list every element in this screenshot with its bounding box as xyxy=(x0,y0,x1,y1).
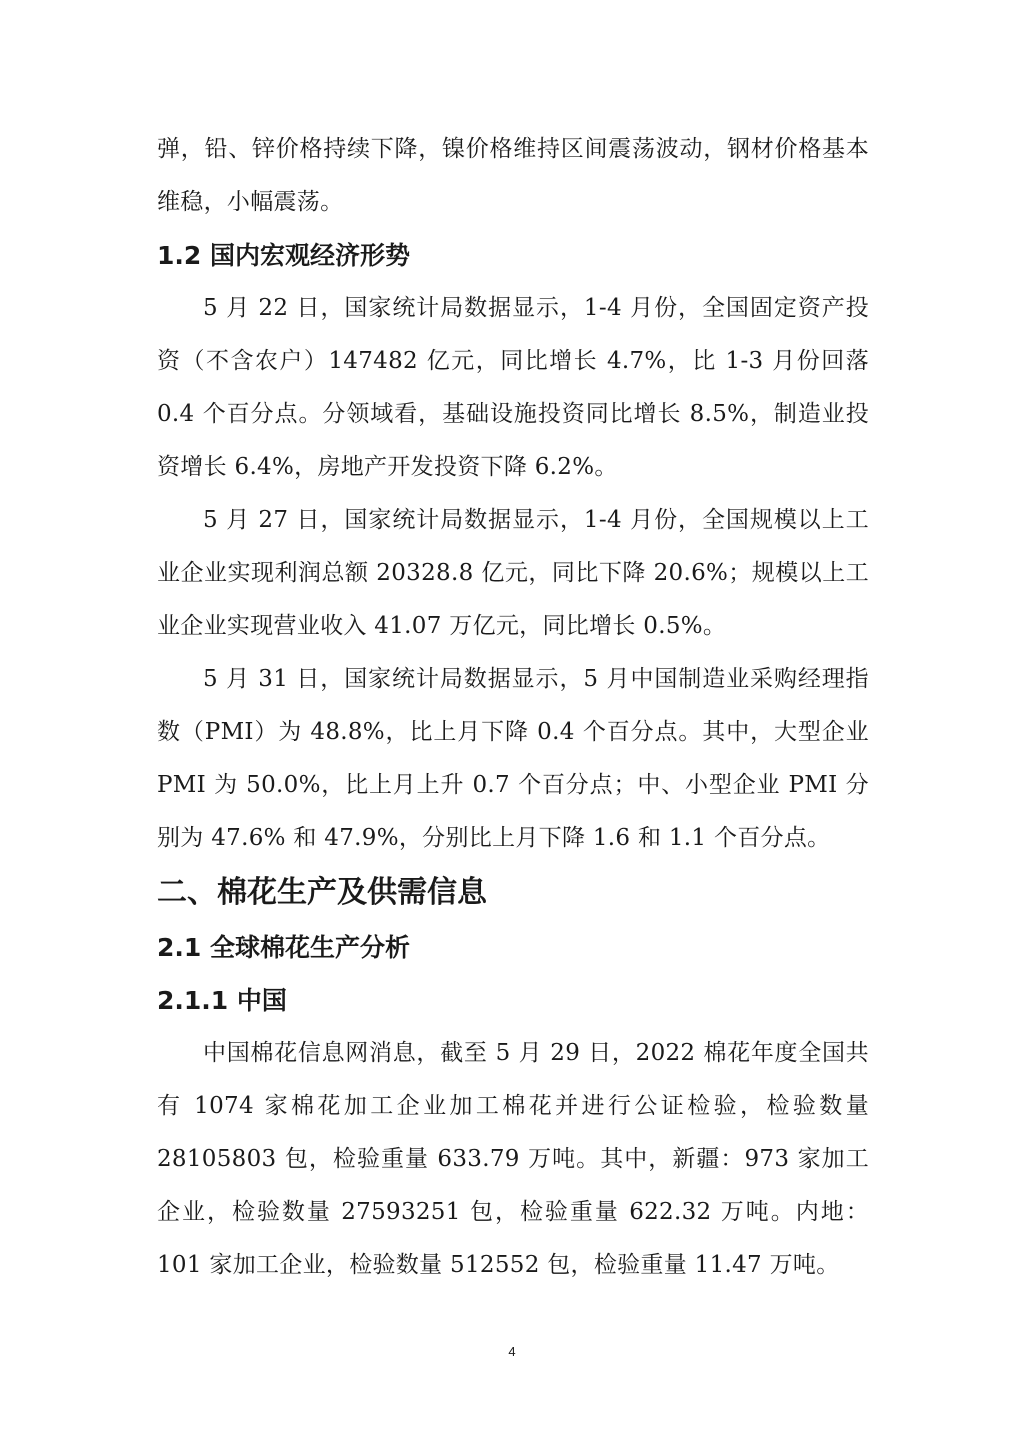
paragraph-pmi: 5 月 31 日，国家统计局数据显示，5 月中国制造业采购经理指数（PMI）为 48.8%，比上月下降 0.4 个百分点。其中，大型企业 PMI 为 50.0%，比上月上升 0.7 个百分点；中、小型企业 PMI 分别为 47.6% 和 47.9%，分别比上月下降 1.6 和 1.1 个百分点。 xyxy=(157,666,869,851)
paragraph-metals-continued: 弹，铅、锌价格持续下降，镍价格维持区间震荡波动，钢材价格基本维稳，小幅震荡。 xyxy=(157,136,869,215)
heading-1-2-domestic-macro: 1.2 国内宏观经济形势 xyxy=(157,241,410,270)
document-body xyxy=(157,123,869,1292)
heading-2-cotton-supply-demand: 二、棉花生产及供需信息 xyxy=(157,875,487,910)
paragraph-cotton-inspection: 中国棉花信息网消息，截至 5 月 29 日，2022 棉花年度全国共有 1074 家棉花加工企业加工棉花并进行公证检验，检验数量 28105803 包，检验重量 633.79 万吨。其中，新疆：973 家加工企业，检验数量 27593251 包，检验重量 622.32 万吨。内地：101 家加工企业，检验数量 512552 包，检验重量 11.47 万吨。 xyxy=(157,1040,869,1278)
heading-2-1-1-china: 2.1.1 中国 xyxy=(157,986,287,1015)
heading-2-1-global-cotton: 2.1 全球棉花生产分析 xyxy=(157,933,410,962)
paragraph-industrial-profits: 5 月 27 日，国家统计局数据显示，1-4 月份，全国规模以上工业企业实现利润总额 20328.8 亿元，同比下降 20.6%；规模以上工业企业实现营业收入 41.07 万亿元，同比增长 0.5%。 xyxy=(157,507,869,639)
page-number: 4 xyxy=(508,1344,516,1359)
paragraph-fixed-asset-investment: 5 月 22 日，国家统计局数据显示，1-4 月份，全国固定资产投资（不含农户）147482 亿元，同比增长 4.7%，比 1-3 月份回落 0.4 个百分点。分领域看，基础设施投资同比增长 8.5%，制造业投资增长 6.4%，房地产开发投资下降 6.2%。 xyxy=(157,295,869,480)
